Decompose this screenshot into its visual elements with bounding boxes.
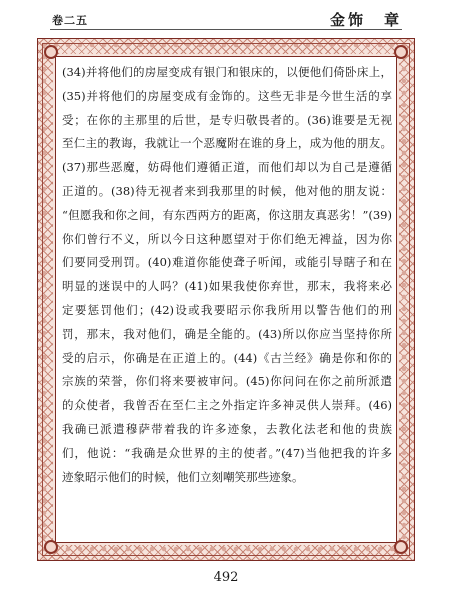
text-line: 正道的。(38)待无视者来到我那里的时候，他对他的朋友说： [62,183,392,198]
header-divider [50,29,402,30]
text-line: 迹象昭示他们的时候，他们立刻嘲笑那些迹象。 [62,469,304,484]
text-line: 受；在你的主那里的后世，是专归敬畏者的。(36)谁要是无视 [62,112,392,127]
text-line: 至仁主的教诲，我就让一个恶魔附在谁的身上，成为他的朋友。 [62,136,392,151]
text-line: 的众使者，我曾否在至仁主之外指定许多神灵供人崇拜。(46) [62,398,392,413]
corner-ornament-icon [394,540,408,554]
text-line: 你们曾行不义，所以今日这种愿望对于你们绝无裨益，因为你 [62,231,392,246]
text-line: 受的启示，你确是在正道上的。(44)《古兰经》确是你和你的 [62,350,392,365]
text-line: 宗族的荣誉，你们将来要被审问。(45)你问问在你之前所派遣 [62,374,392,389]
text-line: 们，他说：“我确是众世界的主的使者。”(47)当他把我的许多 [62,445,392,460]
text-line: 我确已派遣穆萨带着我的许多迹象，去教化法老和他的贵族 [62,421,392,436]
corner-ornament-icon [44,45,58,59]
body-text [62,61,392,489]
volume-label: 卷二五 [52,14,88,27]
corner-ornament-icon [394,45,408,59]
text-line: 明显的迷误中的人吗？(41)如果我使你弃世，那末，我将来必 [62,279,392,294]
corner-ornament-icon [44,540,58,554]
chapter-title: 金饰 章 [329,11,402,29]
text-line: (35)并将他们的房屋变成有金饰的。这些无非是今世生活的享 [62,88,392,103]
text-line: (34)并将他们的房屋变成有银门和银床的，以便他们倚卧床上， [62,65,392,79]
text-line: 定要惩罚他们；(42)设或我要昭示你我所用以警告他们的刑 [62,302,392,317]
text-line: 罚，那末，我对他们，确是全能的。(43)所以你应当坚持你所 [62,326,392,341]
page-number: 492 [213,570,239,585]
text-line: 们要同受刑罚。(40)难道你能使聋子听闻，或能引导瞎子和在 [62,255,392,270]
text-line: (37)那些恶魔，妨碍他们遵循正道，而他们却以为自己是遵循 [62,160,392,175]
text-line: “但愿我和你之间，有东西两方的距离，你这朋友真恶劣！”(39) [62,207,392,222]
